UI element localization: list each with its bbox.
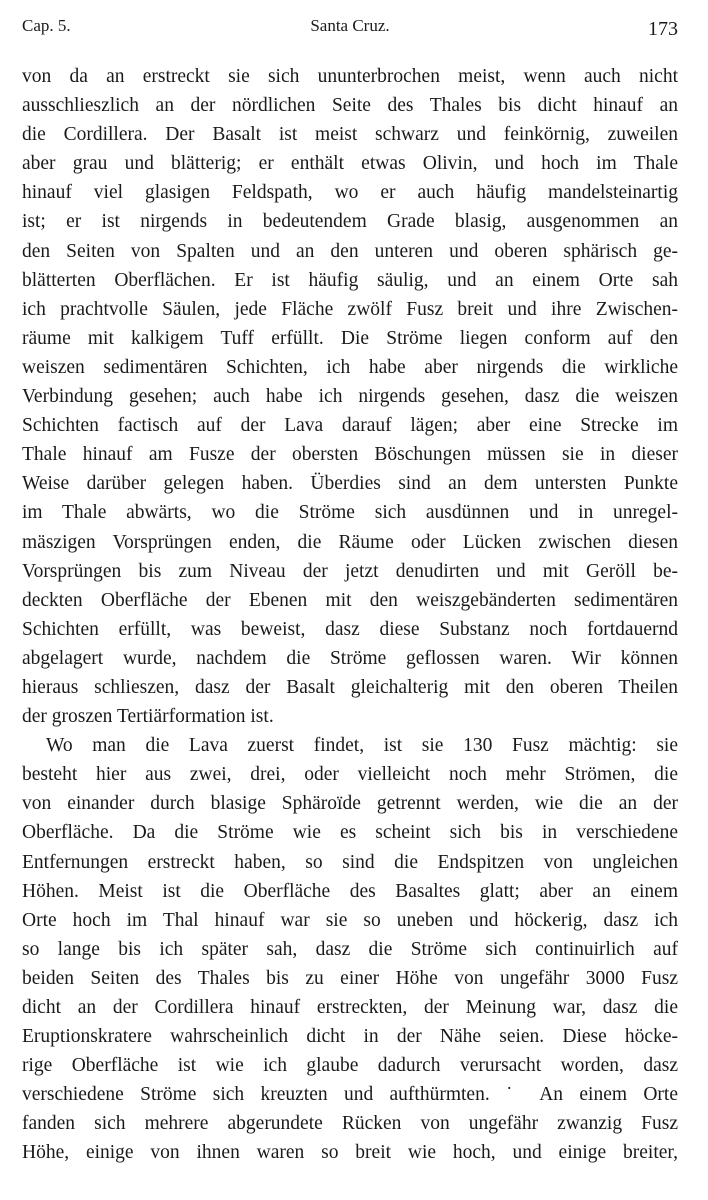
text-line: Schichten erfüllt, was beweist, dasz diese Substanz noch fortdauernd: [22, 618, 678, 640]
text-line: ausschlieszlich an der nördlichen Seite des Thales bis dicht hinauf an: [22, 95, 678, 117]
text-line: Eruptionskratere wahrscheinlich dicht in der Nähe seien. Diese höcke-: [22, 1026, 678, 1048]
text-line: ist; er ist nirgends in bedeutendem Grade blasig, ausgenommen an: [22, 211, 678, 233]
text-line: Weise darüber gelegen haben. Überdies sind an dem untersten Punkte: [22, 473, 678, 495]
text-line: Oberfläche. Da die Ströme wie es scheint sich bis in verschiedene: [22, 822, 678, 844]
chapter-label: Cap. 5.: [22, 16, 71, 35]
text-line: von da an erstreckt sie sich ununterbrochen meist, wenn auch nicht: [22, 66, 678, 87]
body-text: [22, 62, 678, 1168]
text-line: hieraus schlieszen, dasz der Basalt gleichalterig mit den oberen Theilen: [22, 676, 678, 698]
text-line: Höhe, einige von ihnen waren so breit wie hoch, und einige breiter,: [22, 1142, 678, 1164]
text-line: weiszen sedimentären Schichten, ich habe aber nirgends die wirkliche: [22, 356, 678, 378]
text-line: Entfernungen erstreckt haben, so sind die Endspitzen von ungleichen: [22, 851, 678, 873]
text-line: von einander durch blasige Sphäroïde getrennt werden, wie die an der: [22, 793, 678, 815]
text-line: blätterten Oberflächen. Er ist häufig säulig, und an einem Orte sah: [22, 269, 678, 291]
text-line: räume mit kalkigem Tuff erfüllt. Die Ströme liegen conform auf den: [22, 327, 678, 349]
text-line: hinauf viel glasigen Feldspath, wo er auch häufig mandelsteinartig: [22, 182, 678, 204]
text-line: fanden sich mehrere abgerundete Rücken von ungefähr zwanzig Fusz: [22, 1113, 678, 1135]
text-line: deckten Oberfläche der Ebenen mit den weiszgebänderten sedimentären: [22, 589, 678, 611]
text-line: der groszen Tertiärformation ist.: [22, 706, 274, 728]
text-line: besteht hier aus zwei, drei, oder vielleicht noch mehr Strömen, die: [22, 764, 678, 786]
text-line: den Seiten von Spalten und an den unteren und oberen sphärisch ge-: [22, 240, 678, 262]
text-line: die Cordillera. Der Basalt ist meist schwarz und feinkörnig, zuweilen: [22, 124, 678, 146]
text-line: Höhen. Meist ist die Oberfläche des Basaltes glatt; aber an einem: [22, 880, 678, 902]
text-line: abgelagert wurde, nachdem die Ströme geflossen waren. Wir können: [22, 647, 678, 669]
section-title: Santa Cruz.: [310, 16, 390, 35]
text-line: ich prachtvolle Säulen, jede Fläche zwölf Fusz breit und ihre Zwischen-: [22, 298, 678, 320]
text-line: Schichten factisch auf der Lava darauf lägen; aber eine Strecke im: [22, 415, 678, 437]
text-line: Thale hinauf am Fusze der obersten Böschungen müssen sie in dieser: [22, 444, 678, 466]
text-line: Verbindung gesehen; auch habe ich nirgends gesehen, dasz die weiszen: [22, 386, 678, 408]
text-line: aber grau und blätterig; er enthält etwas Olivin, und hoch im Thale: [22, 153, 678, 175]
text-line: dicht an der Cordillera hinauf erstreckten, der Meinung war, dasz die: [22, 997, 678, 1018]
text-line: verschiedene Ströme sich kreuzten und aufthürmten. ˙ An einem Orte: [22, 1084, 678, 1106]
text-line: rige Oberfläche ist wie ich glaube dadurch verursacht worden, dasz: [22, 1055, 678, 1077]
text-line: beiden Seiten des Thales bis zu einer Höhe von ungefähr 3000 Fusz: [22, 967, 678, 989]
text-line: Wo man die Lava zuerst findet, ist sie 130 Fusz mächtig: sie: [46, 735, 678, 757]
text-line: mäszigen Vorsprüngen enden, die Räume oder Lücken zwischen diesen: [22, 531, 678, 553]
text-line: Vorsprüngen bis zum Niveau der jetzt denudirten und mit Geröll be-: [22, 560, 678, 582]
text-line: Orte hoch im Thal hinauf war sie so uneben und höckerig, dasz ich: [22, 909, 678, 931]
running-header: [22, 16, 678, 42]
text-line: so lange bis ich später sah, dasz die Ströme sich continuirlich auf: [22, 938, 678, 960]
text-line: im Thale abwärts, wo die Ströme sich ausdünnen und in unregel-: [22, 502, 678, 524]
page-number: 173: [648, 18, 678, 40]
